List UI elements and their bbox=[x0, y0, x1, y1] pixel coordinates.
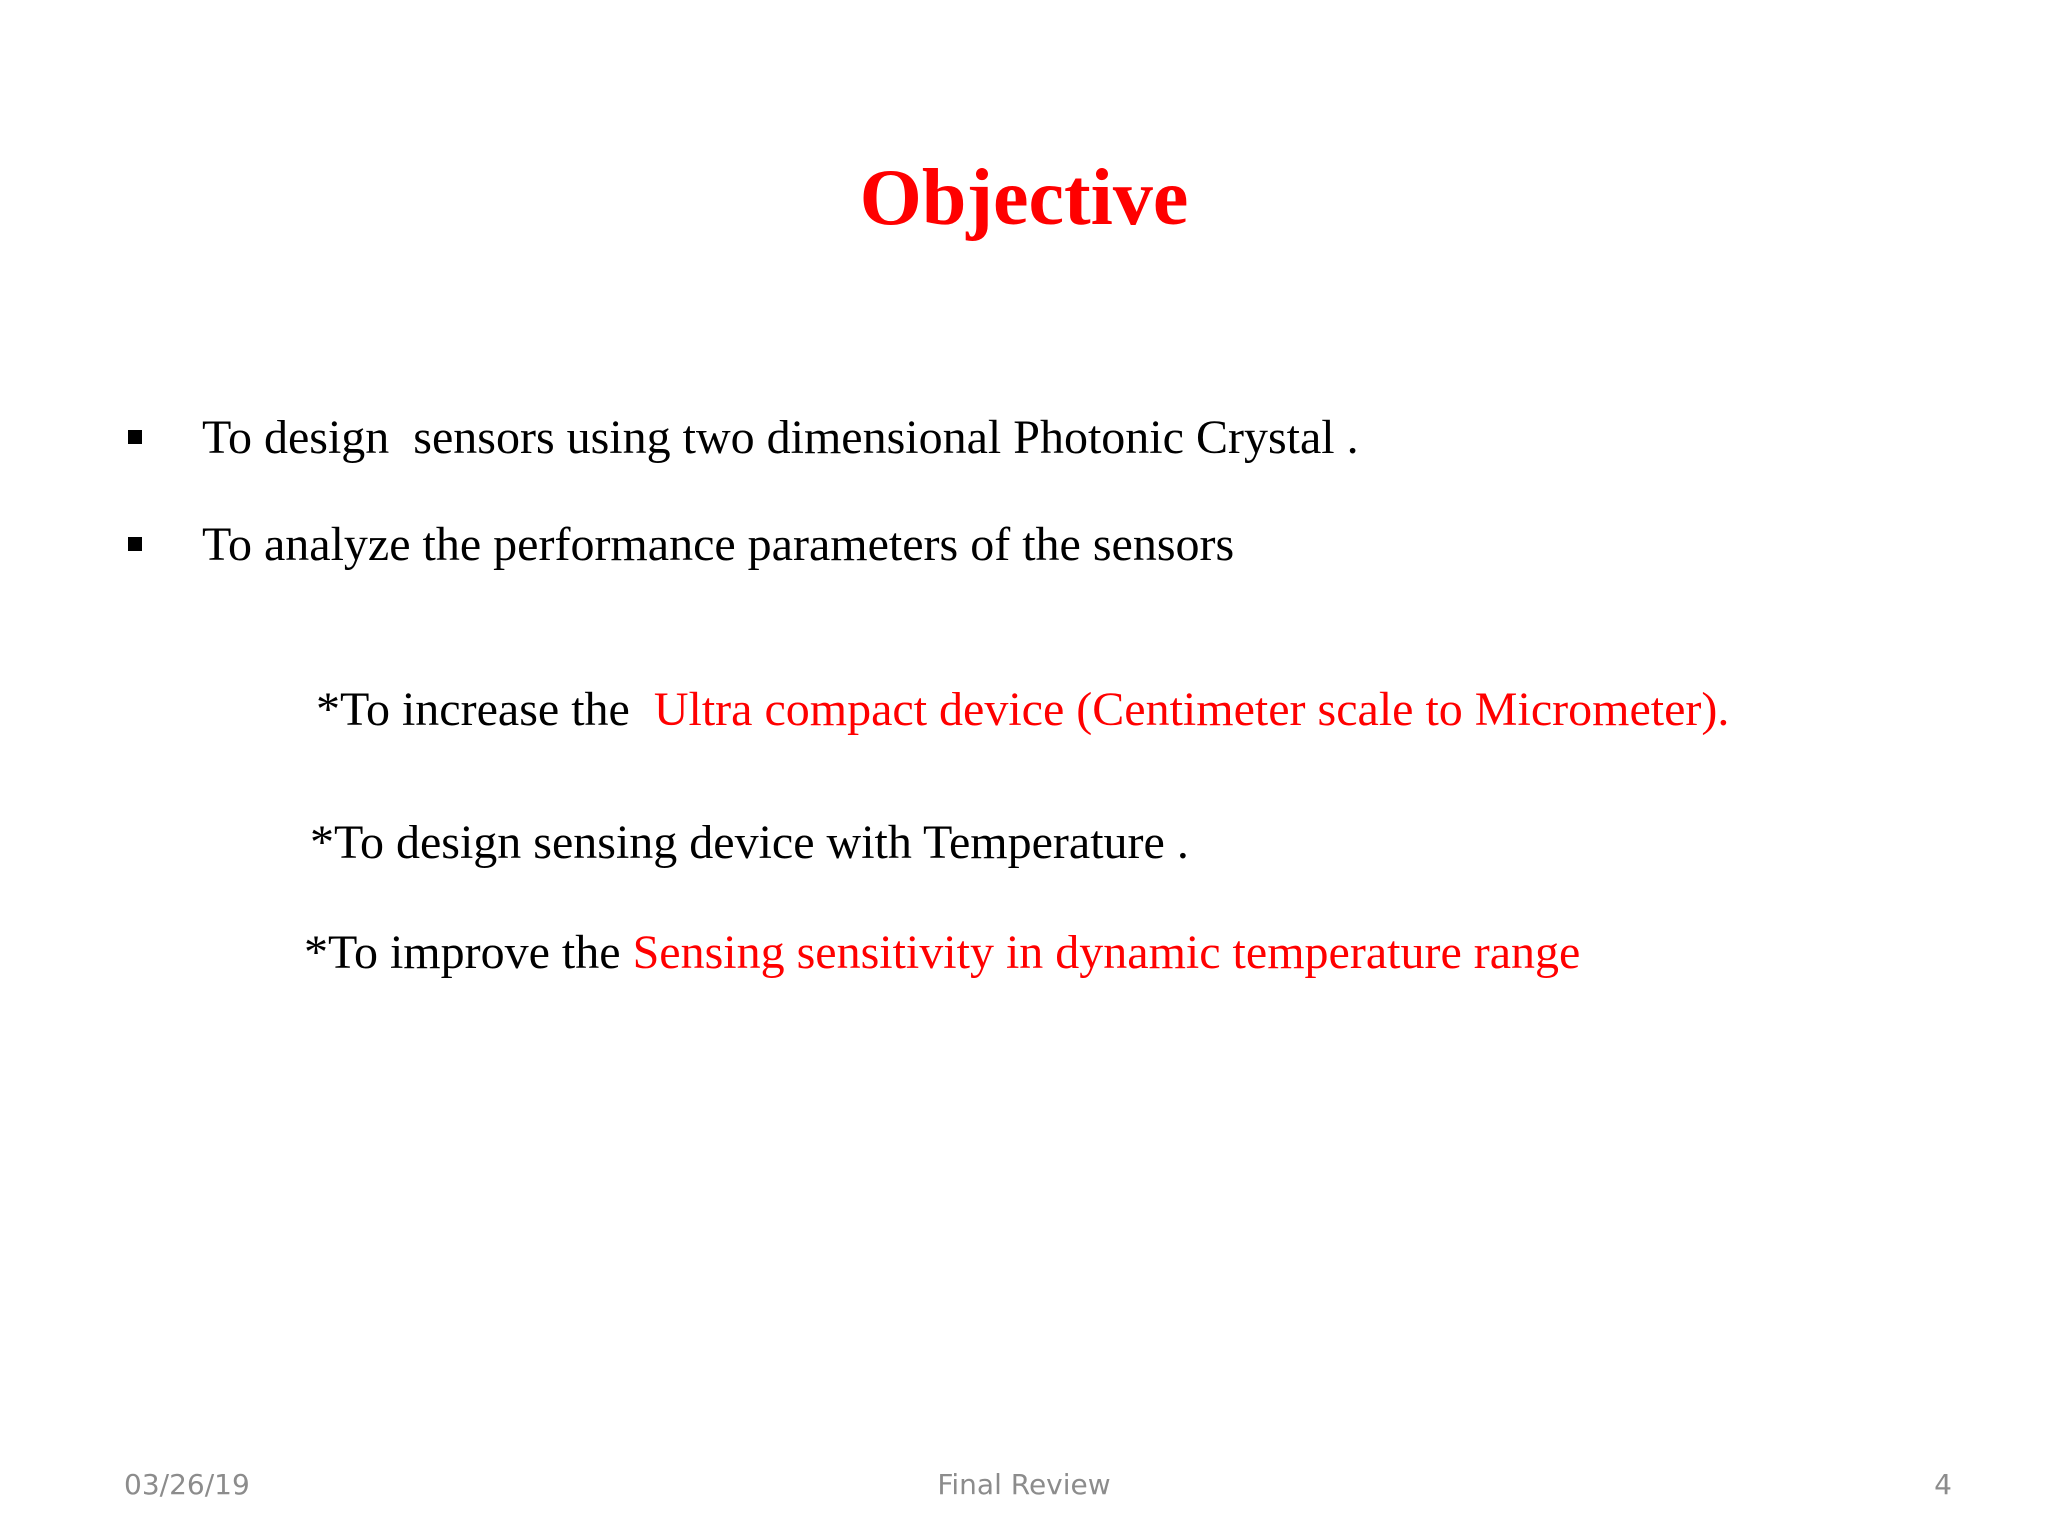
sub-point bbox=[268, 620, 1730, 736]
sub-point-text: *To design sensing device with Temperature . bbox=[310, 816, 1189, 869]
sub-point bbox=[262, 753, 1189, 869]
slide-number: 4 bbox=[1934, 1468, 1952, 1501]
sub-point-highlight: Sensing sensitivity in dynamic temperature range bbox=[632, 926, 1581, 979]
bullet-text: To design sensors using two dimensional Photonic Crystal . bbox=[202, 411, 1359, 464]
slide-title: Objective bbox=[859, 154, 1189, 242]
bullet-item bbox=[0, 408, 2048, 468]
sub-point-text: *To improve the bbox=[304, 926, 633, 979]
square-bullet-icon bbox=[128, 430, 142, 444]
sub-point bbox=[256, 863, 1581, 979]
bullet-text: To analyze the performance parameters of the sensors bbox=[202, 518, 1235, 571]
sub-point-text: *To increase the bbox=[316, 683, 654, 736]
bullet-item bbox=[0, 515, 2048, 575]
footer-title: Final Review bbox=[937, 1468, 1111, 1501]
sub-point-highlight: Ultra compact device (Centimeter scale to Micrometer). bbox=[653, 683, 1730, 736]
square-bullet-icon bbox=[128, 537, 142, 551]
footer-date: 03/26/19 bbox=[124, 1468, 250, 1501]
